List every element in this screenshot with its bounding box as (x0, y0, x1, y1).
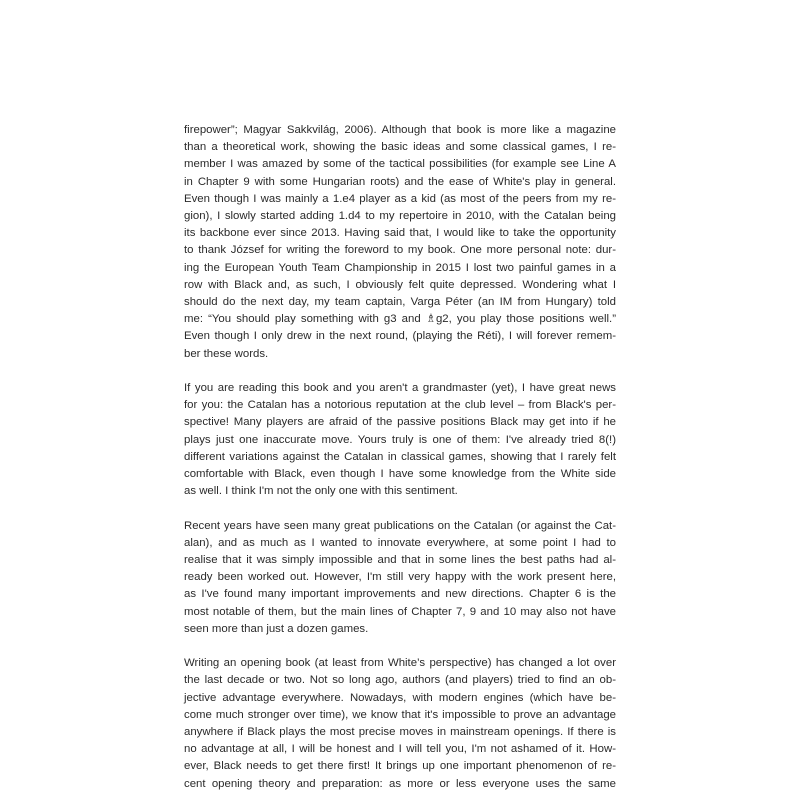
text-line: should do the next day, my team captain, Varga Péter (an IM from Hungary) told (184, 296, 616, 309)
text-line: Even though I was mainly a 1.e4 player as a kid (as most of the peers from my re- (184, 192, 616, 205)
text-line: different variations against the Catalan in classical games, showing that I rarely felt (184, 450, 616, 463)
text-line: anywhere if Black plays the most precise moves in mainstream openings. If there is (184, 726, 616, 739)
text-line: ready been worked out. However, I'm still very happy with the work present here, (184, 571, 616, 584)
text-line: the last decade or two. Not so long ago, authors (and players) tried to find an ob- (184, 674, 616, 687)
paragraph (184, 655, 616, 793)
text-line: for you: the Catalan has a notorious reputation at the club level – from Black's per- (184, 399, 616, 412)
text-line: most notable of them, but the main lines of Chapter 7, 9 and 10 may also not have (184, 605, 616, 618)
text-line: to thank József for writing the foreword to my book. One more personal note: dur- (184, 244, 616, 257)
text-line: come much stronger over time), we know that it's impossible to prove an advantage (184, 708, 616, 721)
text-line: no advantage at all, I will be honest and I will tell you, I'm not ashamed of it. How- (184, 743, 616, 756)
text-line: jective advantage everywhere. Nowadays, with modern engines (which have be- (184, 691, 616, 704)
text-line: comfortable with Black, even though I have some knowledge from the White side (184, 468, 616, 481)
text-line: its backbone ever since 2013. Having said that, I would like to take the opportunity (184, 227, 616, 240)
text-line: alan), and as much as I wanted to innovate everywhere, at some point I had to (184, 536, 616, 549)
body-text (184, 122, 616, 810)
text-line: realise that it was simply impossible and that in some lines the best paths had al- (184, 554, 616, 567)
text-line: row with Black and, as such, I obviously felt quite depressed. Wondering what I (184, 278, 616, 291)
text-line: in Chapter 9 with some Hungarian roots) and the ease of White's play in general. (184, 175, 616, 188)
text-line: Writing an opening book (at least from White’s perspective) has changed a lot over (184, 657, 616, 670)
text-line: member I was amazed by some of the tactical possibilities (for example see Line A (184, 158, 616, 171)
text-line: If you are reading this book and you aren't a grandmaster (yet), I have great news (184, 382, 616, 395)
text-line: as I've found many important improvements and new directions. Chapter 6 is the (184, 588, 616, 601)
text-line: than a theoretical work, showing the basic ideas and some classical games, I re- (184, 141, 616, 154)
text-line: ber these words. (184, 347, 269, 360)
text-line: Even though I only drew in the next round, (playing the Réti), I will forever remem- (184, 330, 616, 343)
text-line: plays just one inaccurate move. Yours truly is one of them: I've already tried 8(!) (184, 433, 616, 446)
text-line: me: “You should play something with g3 and ♗g2, you play those positions well.” (184, 313, 616, 326)
paragraph (184, 380, 616, 500)
paragraph (184, 122, 616, 363)
text-line: cent opening theory and preparation: as more or less everyone uses the same (184, 777, 616, 790)
text-line: ing the European Youth Team Championship in 2015 I lost two painful games in a (184, 261, 616, 274)
text-line: Recent years have seen many great publications on the Catalan (or against the Cat- (184, 519, 616, 532)
text-line: as well. I think I'm not the only one with this sentiment. (184, 485, 458, 498)
text-line: gion), I slowly started adding 1.d4 to my repertoire in 2010, with the Catalan being (184, 210, 616, 223)
text-line: ever, Black needs to get there first! It brings up one important phenomenon of re- (184, 760, 616, 773)
paragraph (184, 518, 616, 638)
text-line: spective! Many players are afraid of the passive positions Black may get into if he (184, 416, 616, 429)
text-line: firepower”; Magyar Sakkvilág, 2006). Although that book is more like a magazine (184, 124, 616, 136)
text-line: seen more than just a dozen games. (184, 622, 369, 635)
